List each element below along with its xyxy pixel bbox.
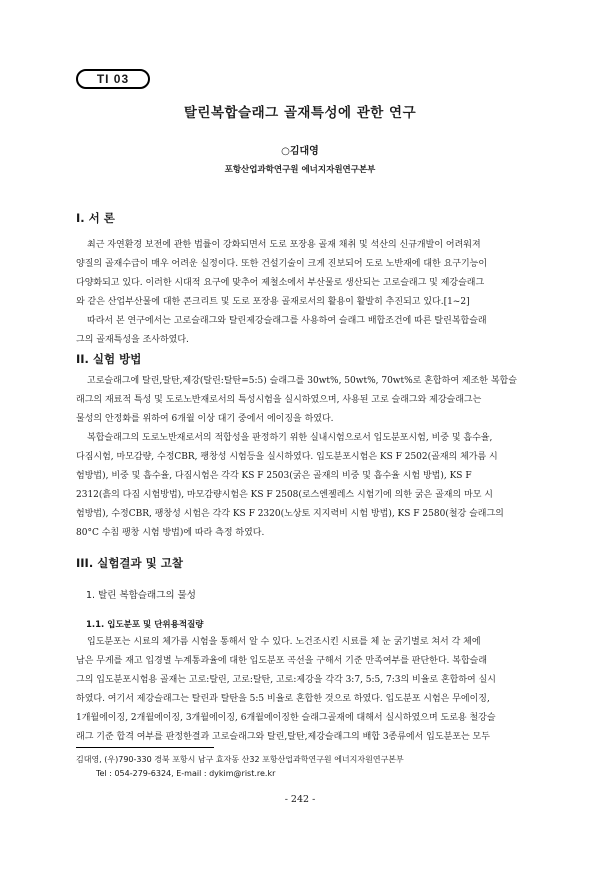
results-paragraph — [76, 633, 525, 747]
section-heading-intro: I. 서 론 — [76, 211, 115, 225]
text-line: 80°C 수침 팽창 시험 방법)에 따라 측정 하였다. — [76, 528, 265, 538]
section-heading-results: III. 실험결과 및 고찰 — [76, 556, 183, 570]
text-line: 다양화되고 있다. 이러한 시대적 요구에 맞추어 제철소에서 부산물로 생산되는 고로슬래그 및 제강슬래그 — [76, 278, 485, 288]
page-number: - 242 - — [284, 794, 316, 805]
footnote-contact: Tel : 054-279-6324, E-mail : dykim@rist.re.kr — [96, 769, 276, 778]
footnote-address: 김대영, (우)790-330 경북 포항시 남구 효자동 산32 포항산업과학연구원 에너지자원연구본부 — [76, 755, 404, 764]
subsection-heading: 1. 탈린 복합슬래그의 물성 — [86, 590, 196, 601]
text-line: 래그의 재료적 특성 및 도로노반재로서의 특성시험을 실시하였으며, 사용된 고로 슬래그와 제강슬래그는 — [76, 395, 482, 405]
text-line: 따라서 본 연구에서는 고로슬래그와 탈린제강슬래그를 사용하여 슬래그 배합조건에 따른 탈린복합슬래 — [87, 316, 487, 326]
text-line: 물성의 안정화를 위하여 6개월 이상 대기 중에서 에이징을 하였다. — [76, 414, 334, 424]
text-line: 2312(흙의 다짐 시험방법), 마모감량시험은 KS F 2508(로스엔젤레스 시험기에 의한 굵은 골재의 마모 시 — [76, 490, 493, 500]
footnote-divider — [76, 747, 214, 748]
paper-code-badge: TI 03 — [76, 69, 150, 89]
text-line: 최근 자연환경 보전에 관한 법률이 강화되면서 도로 포장용 골재 채취 및 석산의 신규개발이 어려워져 — [87, 240, 481, 250]
text-line: 하였다. 여기서 제강슬래그는 탈린과 탈탄을 5:5 비율로 혼합한 것으로 하였다. 입도분포 시험은 무에이징, — [76, 694, 490, 704]
text-line: 그의 골재특성을 조사하였다. — [76, 335, 189, 345]
text-line: 험방법), 수정CBR, 팽창성 시험은 각각 KS F 2320(노상토 지지력비 시험 방법), KS F 2580(철강 슬래그의 — [76, 509, 504, 519]
text-line: 험방법), 비중 및 흡수율, 다짐시험은 각각 KS F 2503(굵은 골재의 비중 및 흡수율 시험 방법), KS F — [76, 471, 472, 481]
author-affiliation: 포항산업과학연구원 에너지자원연구본부 — [224, 165, 376, 175]
text-line: 양질의 골재수급이 매우 어려운 실정이다. 또한 건설기술이 크게 진보되어 도로 노반재에 대한 요구기능이 — [76, 259, 488, 269]
subsubsection-heading: 1.1. 입도분포 및 단위용적질량 — [86, 620, 204, 630]
text-line: 다짐시험, 마모감량, 수정CBR, 팽창성 시험등을 실시하였다. 입도분포시험은 KS F 2502(골재의 체가름 시 — [76, 452, 498, 462]
text-line: 입도분포는 시료의 체가름 시험을 통해서 알 수 있다. 노건조시킨 시료를 체 눈 굵기별로 쳐서 각 체에 — [87, 637, 481, 647]
text-line: 래그 기준 합격 여부를 판정한결과 고로슬래그와 탈린,탈탄,제강슬래그의 배합 3종류에서 입도분포는 모두 — [76, 732, 490, 742]
text-line: 남은 무게를 재고 입경별 누계통과율에 대한 입도분포 곡선을 구해서 기준 만족여부를 판단한다. 복합슬래 — [76, 656, 488, 666]
text-line: 그의 입도분포시험용 골재는 고로:탈린, 고로:탈탄, 고로:제강을 각각 3:7, 5:5, 7:3의 비율로 혼합하여 실시 — [76, 675, 497, 685]
intro-paragraph — [76, 236, 525, 350]
section-heading-method: II. 실험 방법 — [76, 352, 142, 366]
paper-title: 탈린복합슬래그 골재특성에 관한 연구 — [183, 105, 417, 121]
method-paragraph — [76, 372, 525, 543]
author-name: ○김대영 — [281, 146, 319, 157]
text-line: 와 같은 산업부산물에 대한 콘크리트 및 도로 포장용 골재로서의 활용이 활발히 추진되고 있다.[1~2] — [76, 297, 470, 307]
text-line: 고로슬래그에 탈린,탈탄,제강(탈린:탈탄=5:5) 슬래그를 30wt%, 50wt%, 70wt%로 혼합하여 제조한 복합슬 — [87, 376, 517, 386]
text-line: 복합슬래그의 도로노반재로서의 적합성을 판정하기 위한 실내시험으로서 입도분포시험, 비중 및 흡수율, — [87, 433, 493, 443]
text-line: 1개월에이징, 2개월에이징, 3개월에이징, 6개월에이징한 슬래그골재에 대해서 실시하였으며 도로용 철강슬 — [76, 713, 496, 723]
